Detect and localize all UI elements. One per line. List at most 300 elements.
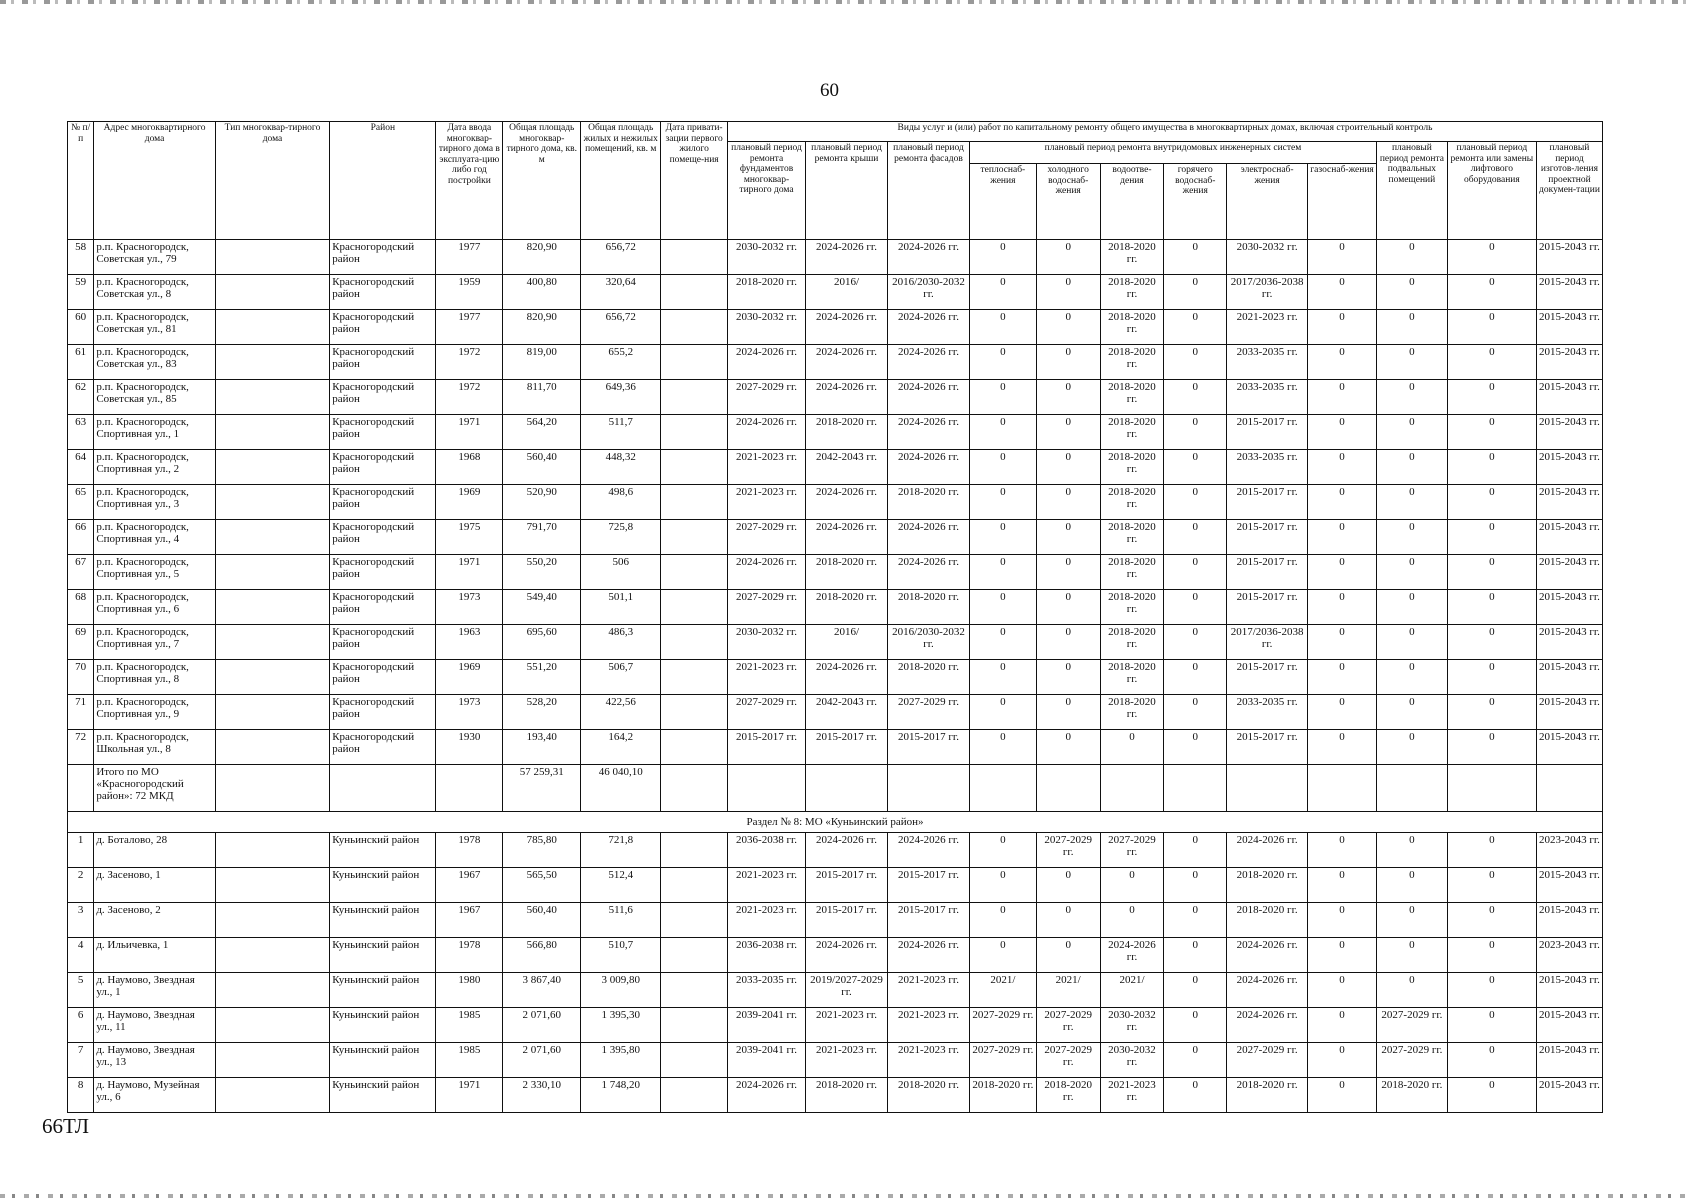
cell-living-area: 655,2 [581,345,661,380]
cell-elevator: 0 [1447,1008,1536,1043]
cell-living-area: 725,8 [581,520,661,555]
cell-design-docs: 2015-2043 гг. [1536,590,1602,625]
total-living-area: 46 040,10 [581,765,661,812]
col-commission-date: Дата ввода многоквар-тирного дома в эксплуата-цию либо год постройки [436,122,503,240]
cell-sewer: 2018-2020 гг. [1100,590,1164,625]
cell-basement: 0 [1376,310,1447,345]
cell-electric: 2015-2017 гг. [1227,660,1308,695]
cell-basement: 0 [1376,903,1447,938]
cell-design-docs: 2015-2043 гг. [1536,1078,1602,1113]
cell-heat: 2021/ [969,973,1036,1008]
cell-foundation: 2027-2029 гг. [728,695,806,730]
cell-type [215,310,329,345]
cell-design-docs: 2015-2043 гг. [1536,240,1602,275]
cell-roof: 2024-2026 гг. [805,660,887,695]
col-basement: плановый период ремонта подвальных помещений [1376,142,1447,240]
cell-foundation: 2030-2032 гг. [728,240,806,275]
cell-address: р.п. Красногородск, Советская ул., 81 [94,310,215,345]
cell-year: 1930 [436,730,503,765]
cell-district: Куньинский район [330,1043,436,1078]
cell-address: р.п. Красногородск, Спортивная ул., 7 [94,625,215,660]
cell-electric: 2015-2017 гг. [1227,415,1308,450]
total-area: 57 259,31 [503,765,581,812]
col-cold-water: холодного водоснаб-жения [1036,164,1100,240]
cell-gas: 0 [1308,590,1377,625]
cell-design-docs: 2015-2043 гг. [1536,903,1602,938]
cell-cold-water: 0 [1036,520,1100,555]
col-address: Адрес многоквартирного дома [94,122,215,240]
cell-design-docs: 2015-2043 гг. [1536,730,1602,765]
cell-elevator: 0 [1447,380,1536,415]
cell-sewer: 2018-2020 гг. [1100,695,1164,730]
cell-gas: 0 [1308,1043,1377,1078]
cell-basement: 0 [1376,730,1447,765]
cell-year: 1972 [436,345,503,380]
cell-number: 66 [68,520,94,555]
cell-facade: 2024-2026 гг. [887,345,969,380]
cell-heat: 0 [969,903,1036,938]
cell-address: р.п. Красногородск, Советская ул., 79 [94,240,215,275]
cell-district: Красногородский район [330,345,436,380]
cell-cold-water: 0 [1036,415,1100,450]
cell-design-docs: 2015-2043 гг. [1536,345,1602,380]
cell-number: 7 [68,1043,94,1078]
col-facade: плановый период ремонта фасадов [887,142,969,240]
cell-heat: 0 [969,730,1036,765]
cell-foundation: 2036-2038 гг. [728,833,806,868]
cell-total-area: 564,20 [503,415,581,450]
col-number: № п/п [68,122,94,240]
cell-sewer: 2018-2020 гг. [1100,555,1164,590]
cell-facade: 2024-2026 гг. [887,310,969,345]
cell-basement: 0 [1376,625,1447,660]
cell-number: 62 [68,380,94,415]
col-privatization: Дата привати-зации первого жилого помеще-ния [661,122,728,240]
cell-basement: 0 [1376,973,1447,1008]
cell-foundation: 2033-2035 гг. [728,973,806,1008]
cell-elevator: 0 [1447,310,1536,345]
cell-elevator: 0 [1447,903,1536,938]
cell-living-area: 506 [581,555,661,590]
cell-hot-water: 0 [1164,1008,1227,1043]
cell-number: 2 [68,868,94,903]
cell-type [215,345,329,380]
cell-hot-water: 0 [1164,590,1227,625]
cell-privatization [661,520,728,555]
cell-cold-water: 2027-2029 гг. [1036,1043,1100,1078]
cell-foundation: 2021-2023 гг. [728,485,806,520]
cell-facade: 2021-2023 гг. [887,1008,969,1043]
cell-roof: 2024-2026 гг. [805,485,887,520]
table-row [68,625,1603,660]
cell-hot-water: 0 [1164,730,1227,765]
cell-elevator: 0 [1447,868,1536,903]
cell-number [68,765,94,812]
cell-privatization [661,485,728,520]
cell-number: 60 [68,310,94,345]
cell-number: 70 [68,660,94,695]
cell-foundation: 2024-2026 гг. [728,415,806,450]
cell-year: 1971 [436,555,503,590]
cell-elevator: 0 [1447,520,1536,555]
cell-gas: 0 [1308,625,1377,660]
cell-privatization [661,938,728,973]
cell-facade: 2024-2026 гг. [887,520,969,555]
cell-heat: 2027-2029 гг. [969,1043,1036,1078]
cell-heat: 0 [969,345,1036,380]
cell-district: Куньинский район [330,1078,436,1113]
cell-elevator: 0 [1447,345,1536,380]
cell-facade: 2021-2023 гг. [887,1043,969,1078]
cell-address: р.п. Красногородск, Спортивная ул., 4 [94,520,215,555]
cell-gas: 0 [1308,450,1377,485]
cell-elevator: 0 [1447,938,1536,973]
cell-basement: 0 [1376,938,1447,973]
cell-address: д. Боталово, 28 [94,833,215,868]
table-row [68,555,1603,590]
cell-year: 1967 [436,868,503,903]
cell-sewer: 2024-2026 гг. [1100,938,1164,973]
cell-total-area: 550,20 [503,555,581,590]
cell-roof: 2024-2026 гг. [805,310,887,345]
cell-roof: 2042-2043 гг. [805,695,887,730]
cell-district: Красногородский район [330,590,436,625]
cell-gas: 0 [1308,345,1377,380]
cell-foundation: 2024-2026 гг. [728,1078,806,1113]
cell-address: р.п. Красногородск, Советская ул., 8 [94,275,215,310]
cell-privatization [661,625,728,660]
cell-heat: 0 [969,485,1036,520]
cell-cold-water: 0 [1036,695,1100,730]
cell-hot-water: 0 [1164,450,1227,485]
cell-address: р.п. Красногородск, Спортивная ул., 2 [94,450,215,485]
cell-address: р.п. Красногородск, Спортивная ул., 8 [94,660,215,695]
cell-roof: 2024-2026 гг. [805,345,887,380]
cell-roof: 2024-2026 гг. [805,520,887,555]
cell-design-docs: 2015-2043 гг. [1536,275,1602,310]
cell-heat: 0 [969,380,1036,415]
cell-facade: 2015-2017 гг. [887,868,969,903]
col-type: Тип многоквар-тирного дома [215,122,329,240]
cell-privatization [661,973,728,1008]
cell-gas: 0 [1308,660,1377,695]
table-row [68,275,1603,310]
table-row [68,240,1603,275]
cell-number: 72 [68,730,94,765]
cell-gas: 0 [1308,485,1377,520]
cell-design-docs: 2015-2043 гг. [1536,1008,1602,1043]
cell-type [215,765,329,812]
cell-sewer: 2027-2029 гг. [1100,833,1164,868]
cell-roof: 2015-2017 гг. [805,903,887,938]
total-label: Итого по МО «Красногородский район»: 72 МКД [94,765,215,812]
cell-living-area: 3 009,80 [581,973,661,1008]
table-row [68,938,1603,973]
cell-cold-water: 2027-2029 гг. [1036,833,1100,868]
cell-total-area: 785,80 [503,833,581,868]
cell-number: 63 [68,415,94,450]
cell-hot-water: 0 [1164,520,1227,555]
cell-address: р.п. Красногородск, Спортивная ул., 5 [94,555,215,590]
cell-type [215,520,329,555]
cell-roof: 2015-2017 гг. [805,868,887,903]
cell-basement: 0 [1376,275,1447,310]
cell-year: 1971 [436,415,503,450]
cell-privatization [661,310,728,345]
col-sewer: водоотве-дения [1100,164,1164,240]
cell-electric: 2015-2017 гг. [1227,520,1308,555]
cell-basement: 0 [1376,868,1447,903]
cell-foundation: 2021-2023 гг. [728,660,806,695]
cell-electric: 2024-2026 гг. [1227,1008,1308,1043]
cell-heat: 0 [969,660,1036,695]
cell-design-docs: 2015-2043 гг. [1536,1043,1602,1078]
cell-total-area: 566,80 [503,938,581,973]
cell-privatization [661,1043,728,1078]
cell-cold-water: 0 [1036,555,1100,590]
cell-design-docs: 2015-2043 гг. [1536,485,1602,520]
cell-heat: 0 [969,450,1036,485]
table-row [68,1043,1603,1078]
cell-basement: 0 [1376,695,1447,730]
cell-district: Куньинский район [330,833,436,868]
cell-year: 1968 [436,450,503,485]
cell-year: 1977 [436,240,503,275]
page-number: 60 [820,80,839,101]
cell-hot-water: 0 [1164,695,1227,730]
cell-address: р.п. Красногородск, Спортивная ул., 3 [94,485,215,520]
cell-heat: 0 [969,868,1036,903]
cell-district: Красногородский район [330,520,436,555]
cell-basement: 0 [1376,833,1447,868]
cell-electric: 2024-2026 гг. [1227,938,1308,973]
cell-elevator: 0 [1447,695,1536,730]
cell-total-area: 2 071,60 [503,1043,581,1078]
cell-design-docs: 2015-2043 гг. [1536,450,1602,485]
cell-district: Красногородский район [330,275,436,310]
cell-type [215,275,329,310]
cell-total-area: 560,40 [503,450,581,485]
cell-roof: 2024-2026 гг. [805,380,887,415]
cell-total-area: 560,40 [503,903,581,938]
cell-type [215,415,329,450]
cell-electric: 2015-2017 гг. [1227,555,1308,590]
cell-year: 1969 [436,660,503,695]
cell-hot-water: 0 [1164,903,1227,938]
cell-year: 1975 [436,520,503,555]
cell-sewer: 2030-2032 гг. [1100,1043,1164,1078]
cell-elevator: 0 [1447,973,1536,1008]
cell-privatization [661,555,728,590]
cell-year: 1959 [436,275,503,310]
cell-gas: 0 [1308,310,1377,345]
cell-total-area: 400,80 [503,275,581,310]
cell-gas: 0 [1308,1078,1377,1113]
cell-total-area: 3 867,40 [503,973,581,1008]
cell-type [215,868,329,903]
cell-year: 1973 [436,695,503,730]
cell-foundation: 2027-2029 гг. [728,380,806,415]
cell-elevator: 0 [1447,275,1536,310]
cell-type [215,450,329,485]
cell-total-area: 2 330,10 [503,1078,581,1113]
cell-design-docs: 2015-2043 гг. [1536,555,1602,590]
cell-district: Красногородский район [330,380,436,415]
cell-type [215,555,329,590]
cell-basement: 0 [1376,345,1447,380]
cell-elevator: 0 [1447,450,1536,485]
cell-design-docs: 2015-2043 гг. [1536,973,1602,1008]
cell-facade: 2015-2017 гг. [887,903,969,938]
cell-living-area: 649,36 [581,380,661,415]
total-row [68,765,1603,812]
cell-total-area: 549,40 [503,590,581,625]
cell-number: 67 [68,555,94,590]
cell-elevator: 0 [1447,485,1536,520]
table-row [68,1008,1603,1043]
col-total-area: Общая площадь многоквар-тирного дома, кв. м [503,122,581,240]
table-row [68,868,1603,903]
cell-type [215,485,329,520]
cell-cold-water: 0 [1036,938,1100,973]
cell-cold-water: 0 [1036,450,1100,485]
cell-sewer: 0 [1100,730,1164,765]
cell-cold-water: 0 [1036,660,1100,695]
cell-cold-water: 0 [1036,868,1100,903]
cell-foundation: 2030-2032 гг. [728,310,806,345]
cell-number: 4 [68,938,94,973]
cell-electric: 2015-2017 гг. [1227,730,1308,765]
cell-privatization [661,450,728,485]
table-row [68,590,1603,625]
cell-address: д. Наумово, Звездная ул., 11 [94,1008,215,1043]
cell-year: 1967 [436,903,503,938]
cell-district: Красногородский район [330,415,436,450]
cell-type [215,973,329,1008]
cell-heat: 0 [969,695,1036,730]
cell-living-area: 501,1 [581,590,661,625]
cell-roof: 2016/ [805,275,887,310]
cell-gas: 0 [1308,380,1377,415]
cell-foundation: 2021-2023 гг. [728,450,806,485]
table-row [68,415,1603,450]
cell-basement: 0 [1376,450,1447,485]
cell-district: Красногородский район [330,660,436,695]
table-body-a [68,240,1603,765]
cell-facade: 2024-2026 гг. [887,240,969,275]
cell-total-area: 520,90 [503,485,581,520]
cell-elevator: 0 [1447,1078,1536,1113]
table-row [68,380,1603,415]
cell-design-docs: 2023-2043 гг. [1536,938,1602,973]
cell-address: д. Наумово, Звездная ул., 1 [94,973,215,1008]
cell-heat: 0 [969,310,1036,345]
cell-year: 1963 [436,625,503,660]
cell-heat: 2027-2029 гг. [969,1008,1036,1043]
cell-sewer: 2018-2020 гг. [1100,380,1164,415]
cell-privatization [661,240,728,275]
cell-sewer: 0 [1100,903,1164,938]
cell-district: Красногородский район [330,625,436,660]
cell-number: 3 [68,903,94,938]
cell-living-area: 422,56 [581,695,661,730]
cell-design-docs: 2015-2043 гг. [1536,310,1602,345]
cell-living-area: 498,6 [581,485,661,520]
cell-district: Красногородский район [330,310,436,345]
cell-cold-water: 0 [1036,275,1100,310]
cell-foundation: 2015-2017 гг. [728,730,806,765]
scan-edge-bottom [0,1194,1686,1198]
cell-hot-water: 0 [1164,660,1227,695]
cell-privatization [661,695,728,730]
cell-living-area: 320,64 [581,275,661,310]
cell-type [215,380,329,415]
table-row [68,520,1603,555]
cell-total-area: 811,70 [503,380,581,415]
cell-address: д. Засеново, 1 [94,868,215,903]
cell-total-area: 551,20 [503,660,581,695]
cell-cold-water: 2018-2020 гг. [1036,1078,1100,1113]
col-roof: плановый период ремонта крыши [805,142,887,240]
cell-gas: 0 [1308,695,1377,730]
cell-hot-water: 0 [1164,345,1227,380]
cell-living-area: 1 395,30 [581,1008,661,1043]
cell-roof: 2024-2026 гг. [805,833,887,868]
table-row [68,1078,1603,1113]
cell-total-area: 820,90 [503,310,581,345]
col-foundation: плановый период ремонта фундаментов многоквар-тирного дома [728,142,806,240]
cell-living-area: 511,7 [581,415,661,450]
cell-hot-water: 0 [1164,240,1227,275]
cell-hot-water: 0 [1164,415,1227,450]
cell-hot-water: 0 [1164,485,1227,520]
cell-heat: 0 [969,275,1036,310]
col-heat: теплоснаб-жения [969,164,1036,240]
cell-total-area: 528,20 [503,695,581,730]
cell-electric: 2017/2036-2038 гг. [1227,625,1308,660]
cell-design-docs: 2023-2043 гг. [1536,833,1602,868]
cell-foundation: 2030-2032 гг. [728,625,806,660]
cell-number: 71 [68,695,94,730]
cell-gas: 0 [1308,903,1377,938]
cell-hot-water: 0 [1164,380,1227,415]
cell-address: р.п. Красногородск, Советская ул., 85 [94,380,215,415]
cell-basement: 2027-2029 гг. [1376,1008,1447,1043]
table-row [68,730,1603,765]
cell-sewer: 2018-2020 гг. [1100,450,1164,485]
cell-privatization [661,590,728,625]
table-row [68,660,1603,695]
cell-total-area: 819,00 [503,345,581,380]
table-row [68,973,1603,1008]
cell-number: 61 [68,345,94,380]
cell-electric: 2024-2026 гг. [1227,973,1308,1008]
cell-cold-water: 0 [1036,730,1100,765]
cell-number: 1 [68,833,94,868]
cell-district: Куньинский район [330,1008,436,1043]
cell-number: 58 [68,240,94,275]
col-systems-group: плановый период ремонта внутридомовых инженерных систем [969,142,1376,164]
cell-district: Красногородский район [330,555,436,590]
cell-roof: 2024-2026 гг. [805,938,887,973]
cell-roof: 2018-2020 гг. [805,415,887,450]
cell-elevator: 0 [1447,240,1536,275]
cell-living-area: 656,72 [581,310,661,345]
cell-hot-water: 0 [1164,1078,1227,1113]
cell-district: Куньинский район [330,973,436,1008]
cell-gas: 0 [1308,868,1377,903]
cell-heat: 0 [969,938,1036,973]
